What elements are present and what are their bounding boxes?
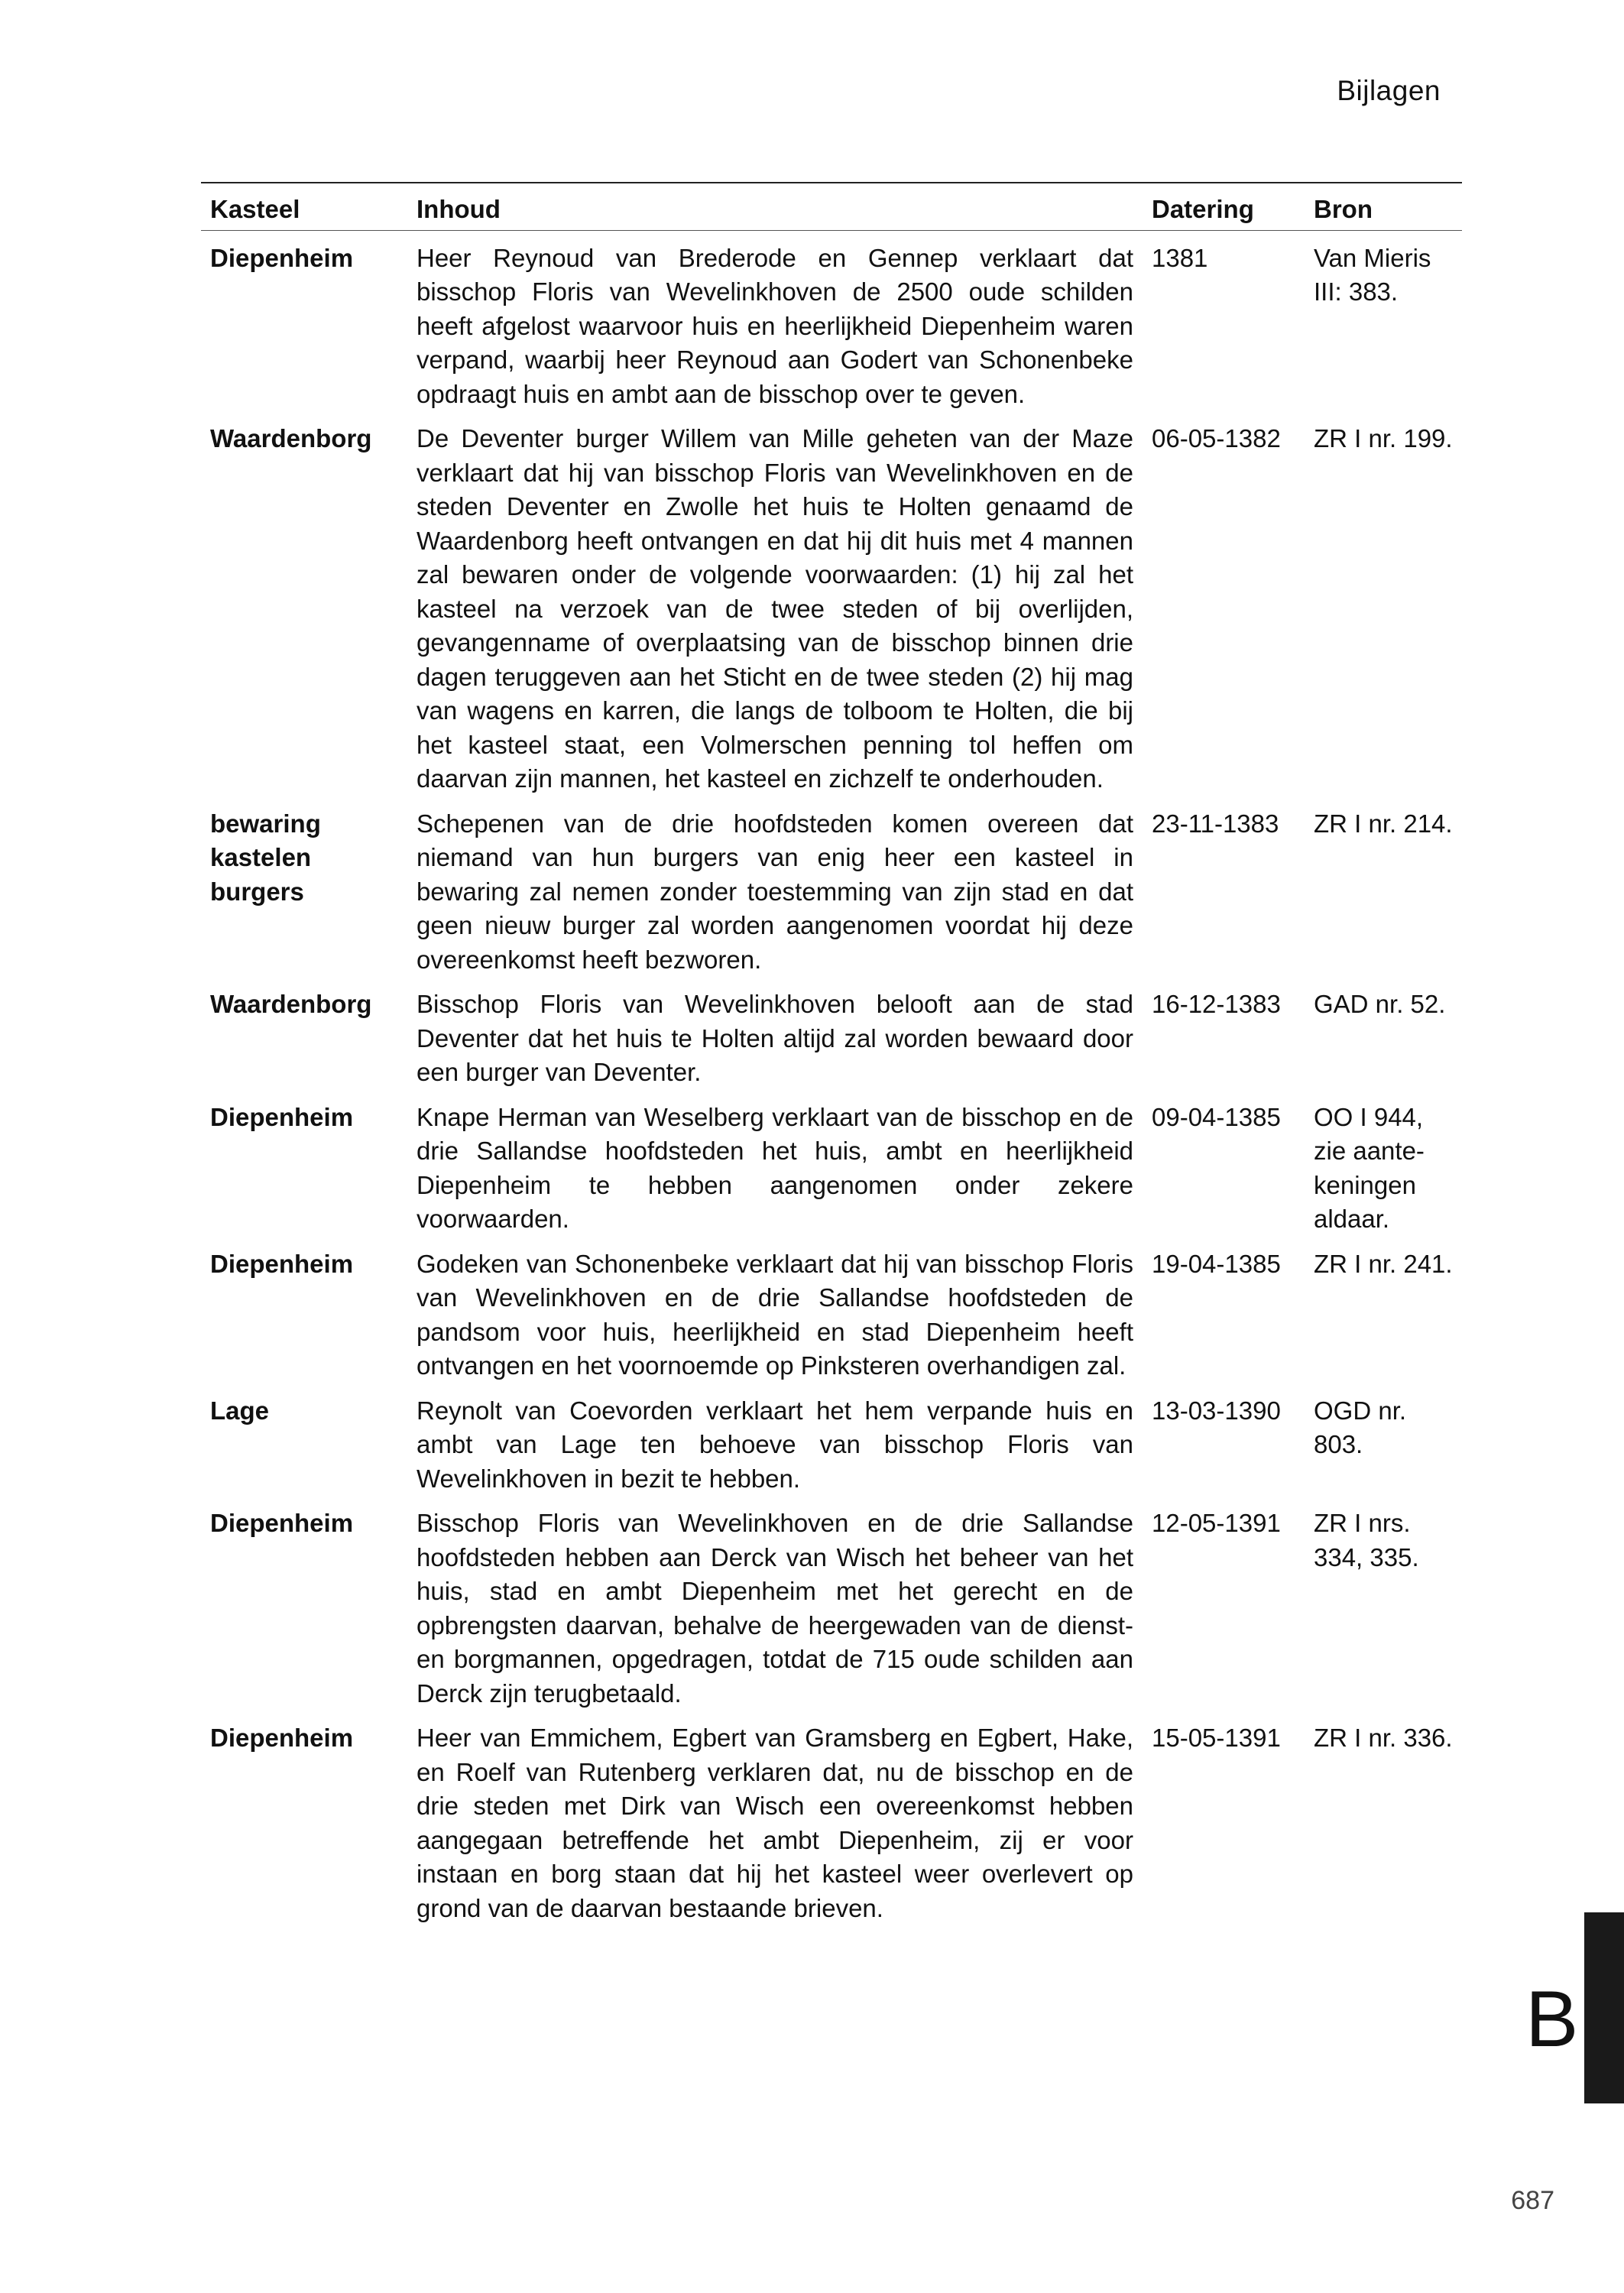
bron-cell: ZR I nr. 336.: [1314, 1724, 1453, 1752]
inhoud-cell: Heer Reynoud van Brederode en Gennep verklaart dat bisschop Floris van Wevelinkhoven de 2500 oude schilden heeft afgelost waarvoor huis en heerlijkheid Diepenheim waren verpand, waarbij heer Reynoud aan Godert van Schonenbeke opdraagt huis en ambt aan de bisschop over te geven.: [417, 243, 1133, 408]
bron-cell: GAD nr. 52.: [1314, 990, 1446, 1018]
datering-cell: 16-12-1383: [1152, 990, 1281, 1018]
table-row: [201, 1711, 1462, 1925]
inhoud-cell: Bisschop Floris van Wevelinkhoven en de drie Sallandse hoofdsteden hebben aan Derck van Wisch het beheer van het huis, stad en ambt Diepenheim met het gerecht en de opbrengsten daarvan, behalve de heergewaden van de dienst- en borgmannen, opgedragen, totdat de 715 oude schilden aan Derck zijn terugbetaald.: [417, 1509, 1133, 1708]
column-header-datering: Datering: [1143, 183, 1305, 230]
bron-cell: ZR I nr. 241.: [1314, 1249, 1453, 1278]
datering-cell: 15-05-1391: [1152, 1724, 1281, 1752]
column-header-bron: Bron: [1305, 183, 1462, 230]
table-row: [201, 230, 1462, 411]
bron-cell: OGD nr. 803.: [1314, 1396, 1407, 1458]
inhoud-cell: Reynolt van Coevorden verklaart het hem verpande huis en ambt van Lage ten behoeve van bisschop Floris van Wevelinkhoven in bezit te hebben.: [417, 1396, 1133, 1493]
section-tab-letter: B: [1525, 1975, 1579, 2064]
kasteel-cell: Diepenheim: [210, 1724, 354, 1752]
datering-cell: 13-03-1390: [1152, 1396, 1281, 1425]
datering-cell: 06-05-1382: [1152, 424, 1281, 452]
page-number: 687: [1511, 2186, 1554, 2215]
kasteel-cell: Lage: [210, 1396, 270, 1425]
kasteel-cell: bewaring kastelen burgers: [210, 809, 321, 906]
bron-cell: OO I 944, zie aante-keningen aldaar.: [1314, 1102, 1425, 1233]
table-row: [201, 411, 1462, 796]
table-row: [201, 1496, 1462, 1711]
column-header-kasteel: Kasteel: [201, 183, 407, 230]
inhoud-cell: De Deventer burger Willem van Mille geheten van der Maze verklaart dat hij van bisschop Floris van Wevelinkhoven en de steden Deventer en Zwolle het huis te Holten genaamd de Waardenborg heeft ontvangen en dat hij dit huis met 4 mannen zal bewaren onder de volgende voorwaarden: (1) hij zal het kasteel na verzoek van de twee steden of bij overlijden, gevangenname of overplaatsing van de bisschop binnen drie dagen teruggeven aan het Sticht en de twee steden (2) hij mag van wagens en karren, die langs de tolboom te Holten, die bij het kasteel staat, een Volmerschen penning tol heffen om daarvan zijn mannen, het kasteel en zichzelf te onderhouden.: [417, 424, 1133, 793]
bron-cell: ZR I nr. 214.: [1314, 809, 1453, 838]
datering-cell: 1381: [1152, 243, 1208, 272]
castle-register-table: [201, 182, 1462, 1925]
kasteel-cell: Waardenborg: [210, 990, 372, 1018]
inhoud-cell: Godeken van Schonenbeke verklaart dat hij van bisschop Floris van Wevelinkhoven en de drie Sallandse hoofdsteden de pandsom voor huis, heerlijkheid en stad Diepenheim heeft ontvangen en het voornoemde op Pinksteren overhandigen zal.: [417, 1249, 1133, 1380]
bron-cell: ZR I nr. 199.: [1314, 424, 1453, 452]
inhoud-cell: Bisschop Floris van Wevelinkhoven belooft aan de stad Deventer dat het huis te Holten altijd zal worden bewaard door een burger van Deventer.: [417, 990, 1133, 1086]
column-header-inhoud: Inhoud: [407, 183, 1143, 230]
inhoud-cell: Heer van Emmichem, Egbert van Gramsberg en Egbert, Hake, en Roelf van Rutenberg verklaren dat, nu de bisschop en de drie steden met Dirk van Wisch een overeenkomst hebben aangegaan betreffende het ambt Diepenheim, zij er voor instaan en borg staan dat hij het kasteel weer overlevert op grond van de daarvan bestaande brieven.: [417, 1724, 1133, 1922]
inhoud-cell: Schepenen van de drie hoofdsteden komen overeen dat niemand van hun burgers van enig heer een kasteel in bewaring zal nemen zonder toestemming van zijn stad en dat geen nieuw burger zal worden aangenomen voordat hij deze overeenkomst heeft bezworen.: [417, 809, 1133, 974]
table-row: [201, 796, 1462, 978]
datering-cell: 12-05-1391: [1152, 1509, 1281, 1537]
bron-cell: Van Mieris III: 383.: [1314, 243, 1431, 306]
inhoud-cell: Knape Herman van Weselberg verklaart van de bisschop en de drie Sallandse hoofdsteden het huis, ambt en heerlijkheid Diepenheim te hebben aangenomen onder zekere voorwaarden.: [417, 1102, 1133, 1233]
table-row: [201, 1383, 1462, 1497]
datering-cell: 09-04-1385: [1152, 1102, 1281, 1131]
datering-cell: 23-11-1383: [1152, 809, 1279, 838]
kasteel-cell: Diepenheim: [210, 1249, 354, 1278]
table-row: [201, 977, 1462, 1090]
table-row: [201, 1237, 1462, 1383]
running-header: Bijlagen: [1337, 75, 1441, 106]
bron-cell: ZR I nrs. 334, 335.: [1314, 1509, 1419, 1571]
table-header-row: [201, 183, 1462, 230]
kasteel-cell: Waardenborg: [210, 424, 372, 452]
section-tab-marker: [1584, 1912, 1624, 2103]
kasteel-cell: Diepenheim: [210, 1509, 354, 1537]
kasteel-cell: Diepenheim: [210, 243, 354, 272]
table-row: [201, 1090, 1462, 1237]
kasteel-cell: Diepenheim: [210, 1102, 354, 1131]
datering-cell: 19-04-1385: [1152, 1249, 1281, 1278]
